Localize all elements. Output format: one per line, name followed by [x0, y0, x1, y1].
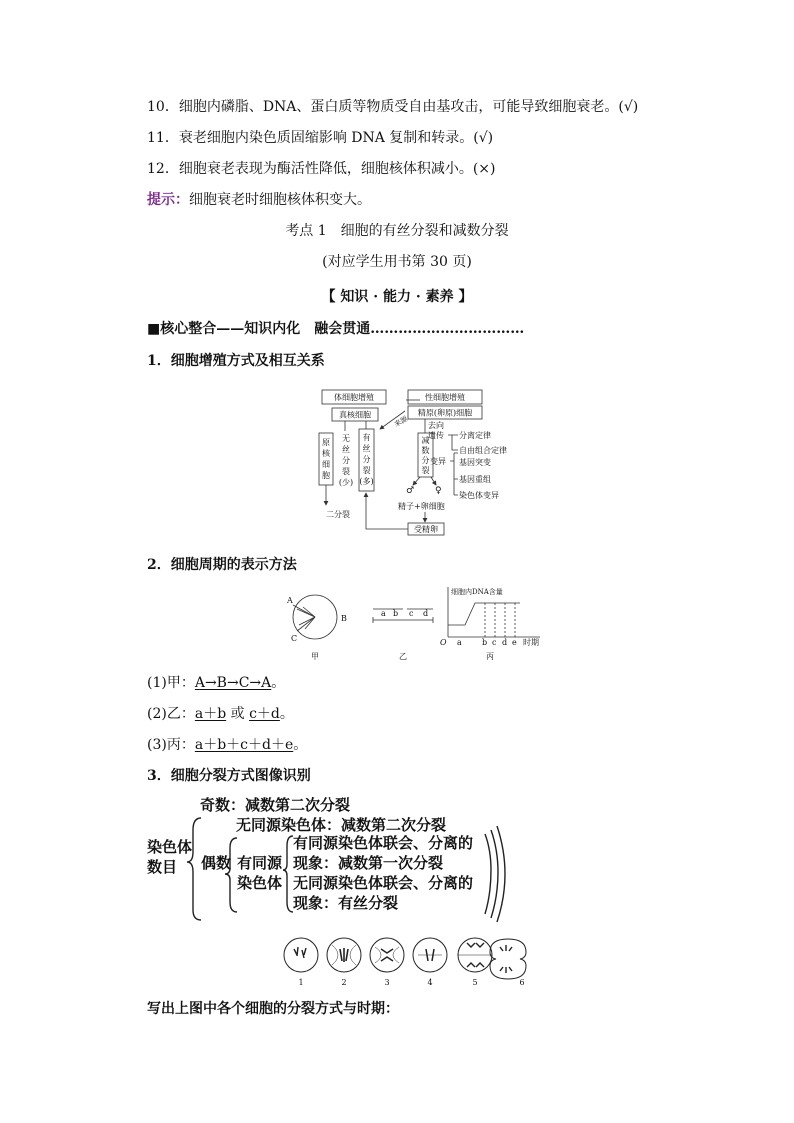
chromosome-variation-label: 染色体变异	[459, 491, 499, 500]
line-label-b: b	[393, 609, 399, 618]
hint-text: 细胞衰老时细胞核体积变大。	[189, 192, 371, 208]
graph-x-b: b	[482, 638, 488, 647]
prokaryote-label-1: 原	[322, 438, 330, 447]
cell-division-images	[282, 935, 547, 987]
amitosis-label-5: (少)	[338, 478, 354, 487]
answer-3-suffix: 。	[293, 737, 308, 753]
tree-leaf-2a: 无同源染色体联会、分离的	[293, 874, 474, 892]
eukaryote-label: 真核细胞	[339, 410, 371, 420]
section-ref: (对应学生用书第 30 页)	[322, 254, 472, 270]
answer-2-value-a: a＋b	[194, 706, 227, 722]
tree-leaf-1b: 现象：减数第一次分裂	[293, 854, 444, 872]
caption-yi: 乙	[399, 652, 407, 661]
prokaryote-label-3: 细	[322, 460, 330, 469]
core-heading: ■核心整合——知识内化 融会贯通……………………………	[147, 321, 525, 337]
tree-root-1: 染色体	[147, 838, 193, 856]
whereabouts-label: 去向	[428, 421, 444, 430]
female-symbol: ♀	[435, 486, 442, 496]
tree-has-homolog-2: 染色体	[237, 874, 283, 892]
mitosis-label-1: 有	[362, 433, 371, 442]
mitosis-label-5: (多)	[359, 477, 374, 486]
answer-1	[147, 674, 285, 692]
tree-leaf-1a: 有同源染色体联会、分离的	[293, 834, 474, 852]
graph-x-c: c	[492, 638, 497, 647]
heredity-label: 遗传	[428, 431, 444, 440]
cell-cycle-diagram	[285, 585, 545, 663]
hint-line	[147, 191, 371, 209]
heading-1: 1．细胞增殖方式及相互关系	[147, 353, 325, 369]
pie-label-a: A	[287, 596, 293, 605]
mitosis-label-2: 丝	[362, 444, 371, 453]
binary-label: 二分裂	[326, 510, 350, 519]
heading-2: 2．细胞周期的表示方法	[147, 557, 297, 573]
amitosis-label-1: 无	[342, 434, 350, 443]
hint-label: 提示：	[147, 192, 189, 208]
cell-number-6: 6	[519, 978, 525, 987]
caption-bing: 丙	[486, 652, 494, 661]
assortment-label: 自由组合定律	[459, 446, 507, 455]
answer-2-suffix: 。	[279, 706, 294, 722]
amitosis-label-4: 裂	[342, 467, 350, 476]
proliferation-diagram	[310, 385, 520, 537]
classification-tree	[145, 790, 525, 925]
cell-number-3: 3	[384, 978, 390, 987]
tree-leaf-2b: 现象：有丝分裂	[293, 894, 399, 912]
graph-origin: O	[440, 638, 447, 647]
mitosis-label-4: 裂	[362, 466, 371, 475]
answer-2-value-b: c＋d	[249, 706, 280, 722]
meiosis-label-1: 减	[421, 436, 430, 445]
answer-2	[147, 705, 294, 723]
statement-10: 10．细胞内磷脂、DNA、蛋白质等物质受自由基攻击，可能导致细胞衰老。(√)	[147, 99, 639, 115]
answer-3-prefix: (3)丙：	[147, 737, 195, 753]
answer-3-value: a＋b＋c＋d＋e	[194, 737, 294, 753]
statement-11: 11．衰老细胞内染色质固缩影响 DNA 复制和转录。(√)	[147, 130, 494, 146]
tree-has-homolog-1: 有同源	[237, 854, 283, 872]
pie-label-c: C	[291, 634, 298, 643]
graph-x-d: d	[502, 638, 508, 647]
line-label-c: c	[409, 609, 414, 618]
germ-cell-label: 性细胞增殖	[425, 393, 465, 402]
graph-x-a: a	[457, 638, 462, 647]
origin-label: 来源	[393, 414, 410, 429]
cell-number-5: 5	[472, 978, 478, 987]
line-label-d: d	[423, 609, 429, 618]
answer-2-prefix: (2)乙：	[147, 706, 195, 722]
male-symbol: ♂	[406, 486, 415, 496]
graph-x-e: e	[512, 638, 517, 647]
tree-even: 偶数	[201, 854, 232, 872]
tree-no-homolog: 无同源染色体：减数第二次分裂	[236, 816, 447, 834]
meiosis-label-4: 裂	[421, 466, 430, 475]
meiosis-label-2: 数	[421, 446, 430, 455]
section-banner: 【 知识 · 能力 · 素养 】	[321, 289, 473, 305]
cell-number-2: 2	[341, 978, 347, 987]
gametes-label: 精子+卵细胞	[398, 502, 445, 511]
answer-2-or: 或	[226, 706, 250, 722]
statement-12: 12．细胞衰老表现为酶活性降低，细胞核体积减小。(×)	[147, 161, 496, 177]
answer-1-prefix: (1)甲：	[147, 675, 195, 691]
mitosis-label-3: 分	[362, 455, 371, 464]
variation-label: 变异	[430, 457, 446, 466]
prokaryote-label-2: 核	[322, 449, 330, 458]
section-title: 考点 1 细胞的有丝分裂和减数分裂	[285, 223, 509, 239]
cell-number-1: 1	[298, 978, 304, 987]
meiosis-label-3: 分	[421, 456, 430, 465]
answer-1-suffix: 。	[271, 675, 286, 691]
zygote-label: 受精卵	[414, 525, 438, 534]
amitosis-label-3: 分	[342, 456, 350, 465]
recombination-label: 基因重组	[459, 475, 491, 484]
spermatogonia-label: 精原(卵原)细胞	[417, 408, 473, 418]
answer-1-value: A→B→C→A	[194, 675, 272, 691]
answer-3	[147, 736, 307, 754]
caption-jia: 甲	[311, 652, 319, 661]
cell-number-4: 4	[427, 978, 433, 987]
mutation-label: 基因突变	[459, 458, 491, 467]
footer-prompt: 写出上图中各个细胞的分裂方式与时期：	[147, 1001, 399, 1017]
tree-braces	[145, 790, 525, 925]
line-label-a: a	[381, 609, 386, 618]
graph-x-period: 时期	[523, 638, 539, 647]
body-cell-label: 体细胞增殖	[334, 393, 374, 402]
tree-root-2: 数目	[147, 858, 178, 876]
graph-title: 细胞内DNA含量	[451, 588, 503, 596]
tree-odd: 奇数：减数第二次分裂	[200, 796, 351, 814]
segregation-label: 分离定律	[459, 431, 491, 440]
pie-label-b: B	[341, 614, 347, 623]
amitosis-label-2: 丝	[342, 445, 350, 454]
prokaryote-label-4: 胞	[322, 471, 330, 480]
heading-3: 3．细胞分裂方式图像识别	[147, 768, 311, 784]
